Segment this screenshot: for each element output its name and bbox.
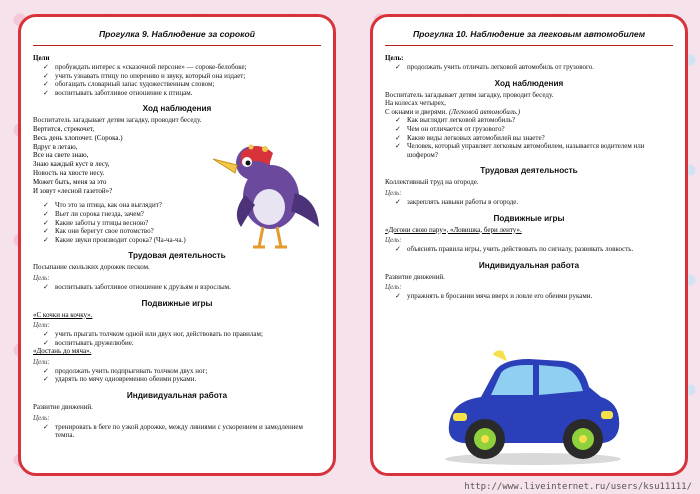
check-icon: ✓ [43, 201, 49, 210]
riddle-answer: (Легковой автомобиль.) [448, 107, 521, 116]
game1-title: «С кочки на кочку». [33, 310, 93, 319]
game1-goals [43, 330, 321, 347]
poem-line: И зовут «лесной газетой»? [33, 186, 113, 195]
left-ind-text: Развитие движений. [33, 403, 93, 412]
list-item: ✓ воспитывать заботливое отношение к птицам. [43, 88, 193, 97]
right-questions [395, 116, 673, 159]
left-work-goal [43, 283, 321, 292]
check-icon: ✓ [43, 338, 49, 347]
list-item: ✓ объяснять правила игры, учить действовать по сигналу, развивать ловкость. [395, 245, 634, 254]
right-work-goal [395, 198, 673, 207]
right-games-heading: Подвижные игры [493, 213, 565, 223]
right-ind-goal [395, 292, 673, 301]
right-goal-label: Цель: [385, 54, 404, 62]
check-icon: ✓ [43, 209, 49, 218]
check-icon: ✓ [395, 133, 401, 142]
list-item: ✓ обогащать словарный запас художественным словом; [43, 80, 215, 89]
check-icon: ✓ [43, 330, 49, 339]
footer-url[interactable]: http://www.liveinternet.ru/users/ksu11111/ [464, 482, 692, 492]
list-item: ✓ Какие виды легковых автомобилей вы знаете? [395, 133, 545, 142]
list-item: ✓ пробуждать интерес к «сказочной персоне» — сороке-белобоке; [43, 63, 247, 71]
list-item: ✓ Какие звуки производит сорока? (Ча-ча-ча.) [43, 235, 186, 244]
right-page [370, 14, 688, 476]
list-item: ✓ учить прыгать толчком одной или двух ног, действовать по правилам; [43, 330, 263, 339]
check-icon: ✓ [43, 71, 49, 80]
check-icon: ✓ [395, 292, 401, 301]
check-icon: ✓ [395, 124, 401, 133]
right-games-goal-label: Цель: [385, 236, 402, 245]
list-item: ✓ воспитывать заботливое отношение к друзьям и взрослым. [43, 282, 231, 291]
list-item: ✓ Человек, который управляет легковым автомобилем, называется водителем или шофером? [395, 142, 645, 159]
left-goals-label: Цели [33, 54, 50, 62]
check-icon: ✓ [395, 142, 401, 151]
left-ind-goal-label: Цель: [33, 413, 50, 422]
list-item: ✓ продолжать учить подпрыгивать толчком двух ног; [43, 366, 208, 375]
game2-title: «Достань до мяча». [33, 347, 92, 356]
check-icon: ✓ [43, 422, 49, 431]
list-item: ✓ закреплять навыки работы в огороде. [395, 197, 519, 206]
game2-goals [43, 367, 321, 384]
check-icon: ✓ [43, 375, 49, 384]
poem-line: Вдруг в летаю, [33, 142, 78, 151]
left-work-text: Посыпание скользких дорожек песком. [33, 263, 150, 272]
left-ind-heading: Индивидуальная работа [126, 391, 228, 401]
check-icon: ✓ [395, 63, 401, 71]
right-games-goal [395, 245, 673, 254]
right-goal [395, 63, 673, 72]
list-item: ✓ Какие заботы у птицы весною? [43, 218, 149, 227]
left-games-heading: Подвижные игры [141, 298, 213, 308]
list-item: ✓ воспитывать дружелюбие. [43, 338, 134, 347]
game2-goals-label: Цели: [33, 357, 50, 366]
poem-line: Знаю каждый куст в лесу, [33, 160, 110, 169]
right-obs-intro: Воспитатель загадывает детям загадку, проводит беседу. [385, 90, 554, 99]
left-title: Прогулка 9. Наблюдение за сорокой [33, 29, 321, 46]
list-item: ✓ ударять по мячу одновременно обеими руками. [43, 375, 197, 384]
check-icon: ✓ [43, 63, 49, 71]
check-icon: ✓ [43, 218, 49, 227]
list-item: ✓ Вьет ли сорока гнезда, зачем? [43, 209, 144, 218]
left-goals-list [43, 63, 321, 97]
left-obs-heading: Ход наблюдения [142, 104, 212, 114]
riddle-line: С окнами и дверями. (Легковой автомобиль.) [385, 107, 521, 116]
right-ind-text: Развитие движений. [385, 272, 445, 281]
magpie-illustration [211, 135, 321, 253]
check-icon: ✓ [395, 245, 401, 254]
list-item: ✓ учить узнавать птицу по оперению и звуку, который она издает; [43, 71, 246, 80]
riddle-line: На колесах четырех, [385, 99, 446, 108]
right-title: Прогулка 10. Наблюдение за легковым автомобилем [385, 29, 673, 46]
left-obs-intro: Воспитатель загадывает детям загадку, проводит беседу. [33, 116, 202, 125]
list-item: ✓ Как они берегут свое потомство? [43, 227, 154, 236]
right-work-goal-label: Цель: [385, 188, 402, 197]
right-ind-goal-label: Цель: [385, 283, 402, 292]
poem-line: Новость на хвосте несу. [33, 168, 105, 177]
list-item: ✓ Что это за птица, как она выглядит? [43, 201, 162, 210]
check-icon: ✓ [43, 227, 49, 236]
list-item: ✓ упражнять в бросании мяча вверх и ловле его обеими руками. [395, 292, 593, 301]
right-work-heading: Трудовая деятельность [480, 166, 578, 176]
right-games-text: «Догони свою пару», «Ловишка, бери ленту». [385, 225, 522, 234]
check-icon: ✓ [43, 80, 49, 89]
right-work-text: Коллективный труд на огороде. [385, 178, 479, 187]
list-item: ✓ Чем он отличается от грузового? [395, 124, 505, 133]
check-icon: ✓ [43, 366, 49, 375]
poem-line: Может быть, меня за это [33, 177, 107, 186]
check-icon: ✓ [395, 116, 401, 125]
left-work-goal-label: Цель: [33, 273, 50, 282]
list-item: ✓ продолжать учить отличать легковой автомобиль от грузового. [395, 63, 594, 71]
list-item: ✓ Как выглядит легковой автомобиль? [395, 116, 516, 125]
check-icon: ✓ [43, 235, 49, 244]
left-page [18, 14, 336, 476]
left-work-heading: Трудовая деятельность [128, 251, 226, 261]
check-icon: ✓ [395, 197, 401, 206]
poem-line: Вертится, стрекочет, [33, 124, 95, 133]
list-item: ✓ тренировать в беге по узкой дорожке, между линиями с ускорением и замедлением темпа. [43, 422, 303, 440]
check-icon: ✓ [43, 282, 49, 291]
right-ind-heading: Индивидуальная работа [478, 260, 580, 270]
check-icon: ✓ [43, 88, 49, 97]
right-obs-heading: Ход наблюдения [494, 78, 564, 88]
poem-line: Все на свете знаю, [33, 151, 89, 160]
toy-car-illustration [433, 347, 633, 467]
left-ind-goal [43, 423, 321, 440]
poem-line: Весь день хлопочет. (Сорока.) [33, 133, 123, 142]
game1-goals-label: Цели: [33, 321, 50, 330]
